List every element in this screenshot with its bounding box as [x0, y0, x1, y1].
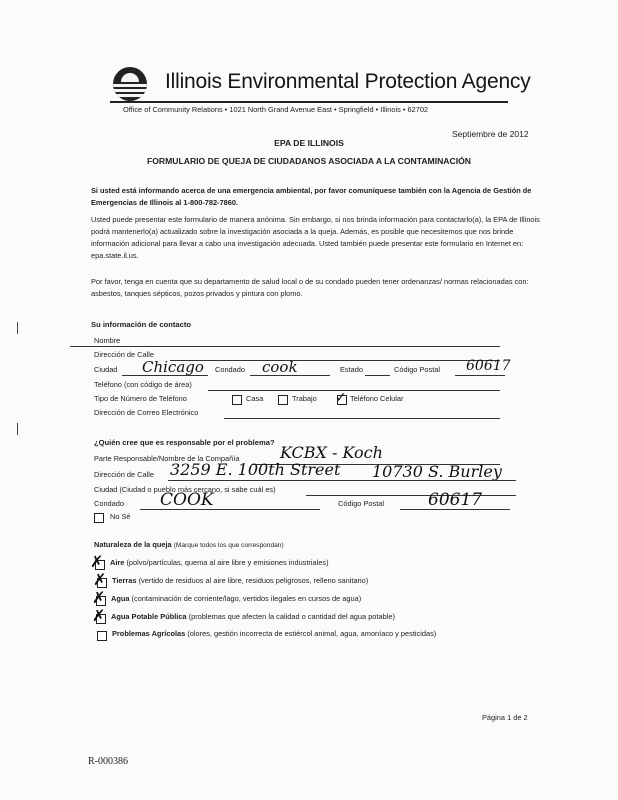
margin-mark — [17, 322, 18, 334]
resp-zip-field — [400, 509, 510, 510]
unknown-checkbox[interactable] — [94, 513, 104, 523]
county-field — [250, 375, 330, 376]
agriculture-desc: (olores, gestión incorrecta de estiércol animal, agua, amoníaco y pesticidas) — [187, 629, 437, 638]
drinking-water-name: Agua Potable Pública — [111, 612, 187, 621]
city-field — [122, 375, 208, 376]
responsible-section-title: ¿Quién cree que es responsable por el problema? — [94, 438, 275, 447]
resp-city-field[interactable] — [306, 495, 516, 496]
city-value[interactable]: Chicago — [142, 358, 204, 376]
agriculture-item — [112, 629, 436, 638]
air-item — [110, 558, 329, 567]
page-number: Página 1 de 2 — [482, 713, 528, 722]
agency-name: Illinois Environmental Protection Agency — [165, 70, 531, 93]
anonymous-notice: Usted puede presentar este formulario de manera anónima. Sin embargo, si nos brinda información para contactarlo(a), la EPA de Illinois podrá mantenerlo(a) actualizado sobre la investigación asociada a la queja. Además, es posible que necesitemos que nos brinde información adicional para llevar a cabo una investigación adecuada. Usted también puede presentar este formulario en Internet en: epa.state.il.us. — [91, 215, 540, 260]
phone-type-label: Tipo de Número de Teléfono — [94, 394, 187, 403]
nature-section-note: (Marque todos los que correspondan) — [173, 542, 284, 549]
phone-type-work-checkbox[interactable] — [278, 395, 288, 405]
phone-type-home-label: Casa — [246, 394, 264, 403]
form-title: FORMULARIO DE QUEJA DE CIUDADANOS ASOCIADA A LA CONTAMINACIÓN — [146, 156, 471, 166]
resp-county-label: Condado — [94, 499, 124, 508]
drinking-water-check-mark-icon: ✗ — [92, 606, 106, 625]
water-check-mark-icon: ✗ — [92, 588, 106, 607]
form-date: Septiembre de 2012 — [452, 129, 529, 139]
air-name: Aire — [110, 558, 125, 567]
unknown-label: No Sé — [110, 512, 131, 521]
email-field[interactable] — [224, 418, 500, 419]
resp-county-value[interactable]: COOK — [160, 490, 214, 510]
state-field[interactable] — [365, 375, 390, 376]
margin-mark — [17, 423, 18, 435]
emergency-notice: Si usted está informando acerca de una emergencia ambiental, por favor comuníquese también con la Agencia de Gestión de Emergencias de Illinois al 1-800-782-7860. — [91, 186, 532, 207]
zip-value[interactable]: 60617 — [466, 358, 511, 374]
land-item — [112, 576, 368, 585]
document-id: R-000386 — [88, 756, 128, 767]
resp-street-field — [168, 480, 516, 481]
zip-field — [455, 375, 505, 376]
agriculture-name: Problemas Agrícolas — [112, 629, 186, 638]
water-name: Agua — [111, 594, 130, 603]
state-label: Estado — [340, 365, 364, 374]
water-item — [111, 594, 361, 603]
party-label: Parte Responsable/Nombre de la Compañía — [94, 454, 240, 463]
phone-type-cell-label: Teléfono Celular — [350, 394, 404, 403]
water-desc: (contaminación de corriente/lago, vertidos ilegales en cursos de agua) — [131, 594, 362, 603]
name-field[interactable] — [70, 346, 500, 347]
phone-label: Teléfono (con código de área) — [94, 380, 192, 389]
nature-heading — [94, 540, 284, 549]
party-value[interactable]: KCBX - Koch — [280, 443, 383, 462]
air-desc: (polvo/partículas, quema al aire libre y emisiones industriales) — [126, 558, 329, 567]
zip-label: Código Postal — [394, 365, 441, 374]
name-label: Nombre — [94, 336, 121, 345]
resp-street-value-2[interactable]: 10730 S. Burley — [372, 462, 502, 481]
resp-street-value[interactable]: 3259 E. 100th Street — [170, 460, 341, 479]
phone-type-work-label: Trabajo — [292, 394, 317, 403]
city-label: Ciudad — [94, 365, 118, 374]
resp-street-label: Dirección de Calle — [94, 470, 154, 479]
county-label: Condado — [215, 365, 245, 374]
cell-check-mark-icon: ✓ — [335, 390, 347, 406]
land-check-mark-icon: ✗ — [93, 570, 107, 589]
health-notice: Por favor, tenga en cuenta que su departamento de salud local o de su condado pueden tener ordenanzas/ normas relacionadas con: asbestos, tanques sépticos, pozos privados y pintura con plomo. — [91, 277, 529, 298]
resp-city-label: Ciudad (Ciudad o pueblo más cercano, si sabe cuál es) — [94, 485, 276, 494]
county-value[interactable]: cook — [262, 358, 298, 376]
resp-county-field — [140, 509, 320, 510]
agency-address: Office of Community Relations • 1021 North Grand Avenue East • Springfield • Illinois • 62702 — [123, 105, 429, 114]
resp-zip-value[interactable]: 60617 — [428, 490, 483, 510]
drinking-water-item — [111, 612, 395, 621]
illinois-epa-logo-icon — [113, 67, 147, 101]
phone-type-home-checkbox[interactable] — [232, 395, 242, 405]
header-rule — [110, 101, 508, 103]
land-name: Tierras — [112, 576, 137, 585]
drinking-water-desc: (problemas que afecten la calidad o cantidad del agua potable) — [188, 612, 395, 621]
street-field[interactable] — [170, 360, 500, 361]
air-check-mark-icon: ✗ — [90, 552, 104, 571]
contact-section-title: Su información de contacto — [91, 320, 191, 329]
land-desc: (vertido de residuos al aire libre, residuos peligrosos, relleno sanitario) — [138, 576, 369, 585]
form-agency-heading: EPA DE ILLINOIS — [274, 138, 344, 148]
resp-zip-label: Código Postal — [338, 499, 385, 508]
phone-field[interactable] — [208, 390, 500, 391]
nature-section-title: Naturaleza de la queja — [94, 540, 172, 549]
street-label: Dirección de Calle — [94, 350, 154, 359]
email-label: Dirección de Correo Electrónico — [94, 408, 199, 417]
agriculture-checkbox[interactable] — [97, 631, 107, 641]
